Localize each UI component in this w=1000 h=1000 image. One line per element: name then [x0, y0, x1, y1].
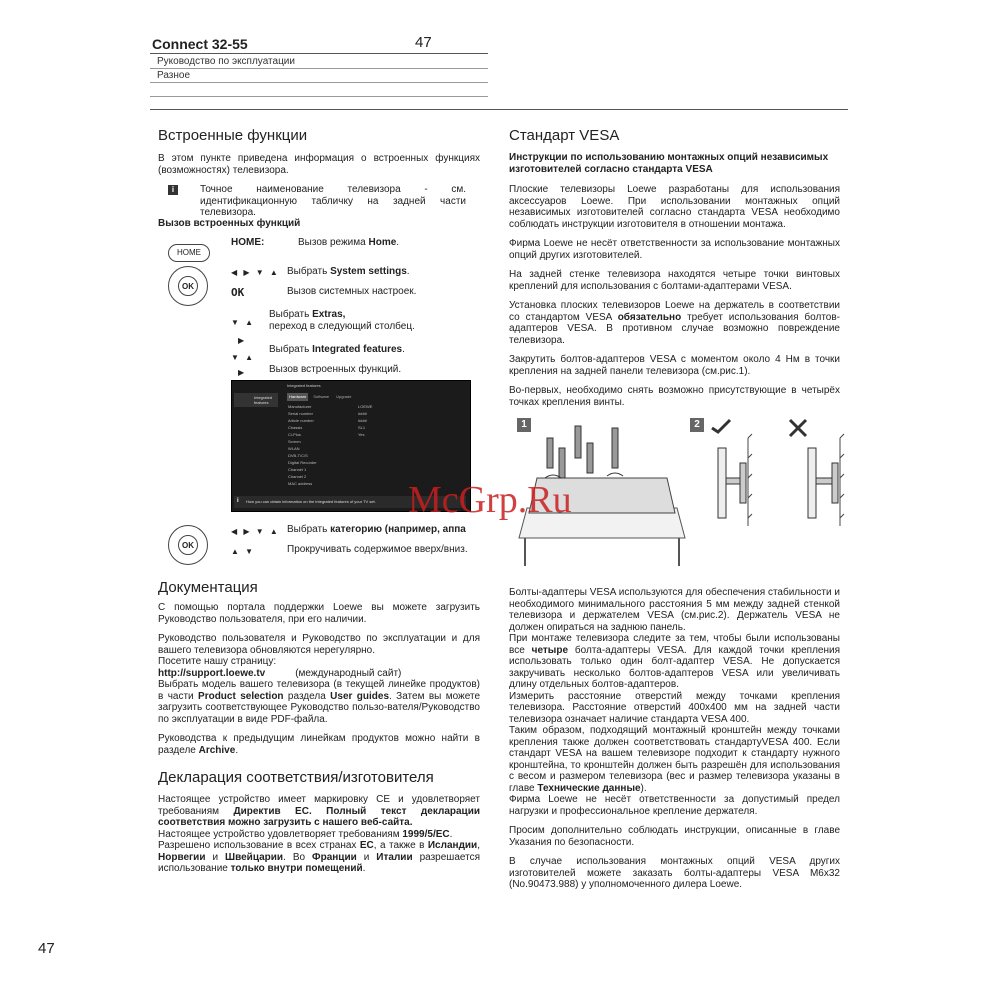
screen-row: [288, 411, 418, 418]
decl-paragraph: Настоящее устройство имеет маркировку CE и удовлетворяет требованиям Директив ЕС. Полный текст декларации соответствия можно загрузить с нашего веб-сайта.: [158, 794, 480, 828]
right-column-top: [509, 127, 840, 408]
vesa-paragraph: Установка плоских телевизоров Loewe на держатель в соответствии со стандартом VESA обязательно требует использования болтов-адаптеров VESA. В противном случае возможно повреждение телевизора.: [509, 300, 840, 346]
screen-tab: Hardware: [289, 394, 307, 399]
ok-key-label: OK: [231, 286, 245, 299]
doc-paragraph: С помощью портала поддержки Loewe вы можете загрузить Руководство пользователя, при его наличии.: [158, 602, 480, 625]
extras-step: Выбрать Extras, переход в следующий столбец.: [269, 309, 415, 332]
screen-tab: Software: [313, 394, 330, 399]
info-note: Точное наименование телевизора - см. идентификационную табличку на задней части телевизора.: [200, 184, 466, 218]
watermark: McGrp.Ru: [408, 479, 572, 521]
screen-tabs: [287, 393, 421, 401]
check-icon: [712, 420, 730, 432]
screen-row-value: LOEWE: [358, 404, 373, 409]
header-rule: [150, 96, 488, 97]
section-title-integrated: Встроенные функции: [158, 127, 308, 144]
ok-button: OK: [178, 535, 198, 555]
screen-row: [288, 425, 418, 432]
documentation-section: [158, 579, 480, 756]
vesa-paragraph: Фирма Loewe не несёт ответственности за допустимый предел нагрузки и профессиональное крепление держателя.: [509, 794, 840, 817]
vesa-paragraph: Болты-адаптеры VESA используются для обеспечения стабильности и необходимого минимального расстояния 5 мм между задней стенкой телевизора и держателем VESA (см.рис.2). Держатель VESA не должен опираться на заднюю панель.: [509, 587, 840, 633]
vesa-paragraph: Во-первых, необходимо снять возможно присутствующие в четырёх точках крепления винты.: [509, 385, 840, 408]
vesa-paragraph: Таким образом, подходящий монтажный кронштейн между точками крепления также должен соответствовать стандартуVESA 400. Если стандарт VESA на вашем телевизоре подходит к стандарту нужного кронштейна, то кронштейн должен быть разрешён для использования с весом и размером телевизора (вес и размер телевизора указаны в главе Технические данные).: [509, 725, 840, 794]
vesa-paragraph: Фирма Loewe не несёт ответственности за использование монтажных опций других изготовителей.: [509, 238, 840, 261]
section-title-vesa: Стандарт VESA: [509, 127, 620, 144]
doc-paragraph: Руководства к предыдущим линейкам продуктов можно найти в разделе Archive.: [158, 733, 480, 756]
screen-table: [288, 404, 418, 488]
screen-row-key: Chassis: [288, 425, 303, 430]
screen-tab: Upgrade: [336, 394, 352, 399]
integrated-features-step: Выбрать Integrated features.: [269, 344, 405, 355]
screen-info-icon: i: [237, 498, 239, 504]
vesa-paragraph: Плоские телевизоры Loewe разработаны для использования аксессуаров Loewe. При использовании монтажных опций независимых изготовителей согласно стандарта VESA необходимо соблюдать инструкции изготовителя в отношении монтажа.: [509, 184, 840, 230]
screen-row-key: MAC address: [288, 481, 313, 486]
screen-row: [288, 467, 418, 474]
arrow-keys-icon: ◀ ▶ ▼ ▲: [231, 527, 280, 536]
screen-row: [288, 439, 418, 446]
up-down-arrows-icon: ▲ ▼: [231, 547, 256, 556]
doc-paragraph: Посетите нашу страницу:: [158, 656, 277, 667]
section-title-declaration: Декларация соответствия/изготовителя: [158, 769, 434, 786]
declaration-section: [158, 769, 480, 875]
ok-button: OK: [178, 276, 198, 296]
screen-row-value: ####: [358, 411, 367, 416]
right-arrow-icon: ▶: [238, 336, 247, 345]
screen-title: Integrated features: [287, 383, 321, 388]
right-column-bottom: [509, 587, 840, 891]
header-section: Разное: [157, 70, 191, 81]
vesa-paragraph: В случае использования монтажных опций VESA других изготовителей можете заказать болты-адаптеры VESA M6x32 (No.90473.988) у уполномоченного дилера Loewe.: [509, 856, 840, 890]
screen-row: [288, 432, 418, 439]
screen-row-key: Article number: [288, 418, 314, 423]
header-subtitle: Руководство по эксплуатации: [157, 56, 295, 67]
screen-row: [288, 481, 418, 488]
vesa-paragraph: При монтаже телевизора следите за тем, чтобы были использованы все четыре болта-адаптеры VESA. Для каждой точки крепления использовать только один болт-адаптер VESA. Не допускается закручивать несколько болтов-адаптеров VESA или увеличивать длину отдельных болтов-адаптеров.: [509, 633, 840, 690]
screen-row-key: Manufacturer: [288, 404, 312, 409]
figure-1-number: 1: [517, 418, 531, 432]
scroll-step: Прокручивать содержимое вверх/вниз.: [287, 544, 468, 555]
screen-menu: [234, 393, 278, 407]
home-button: HOME: [168, 244, 210, 262]
vesa-subtitle: Инструкции по использованию монтажных опций независимых изготовителей согласно стандарта VESA: [509, 152, 829, 175]
vesa-paragraph: На задней стенке телевизора находятся четыре точки винтовых креплений для использования с болтами-адаптерами VESA.: [509, 269, 840, 292]
screen-row-key: Ci-Plus: [288, 432, 301, 437]
cross-icon: [790, 420, 806, 436]
system-settings-step: Выбрать System settings.: [287, 266, 410, 277]
screen-row-key: DVB-T/C/S: [288, 453, 308, 458]
call-features-step: Вызов встроенных функций.: [269, 364, 402, 375]
vesa-paragraph: Просим дополнительно соблюдать инструкции, описанные в главе Указания по безопасности.: [509, 825, 840, 848]
screen-row-value: ####: [358, 418, 367, 423]
vesa-paragraph: Измерить расстояние отверстий между точками крепления телевизора. Расстояние отверстий 400x400 мм на задней части телевизора означает наличие стандарта VESA 400.: [509, 690, 840, 725]
screen-row-key: Serial number: [288, 411, 313, 416]
right-arrow-icon: ▶: [238, 368, 247, 377]
header-main-rule: [150, 109, 848, 110]
decl-paragraph: Настоящее устройство удовлетворяет требованиям 1999/5/EC.: [158, 828, 453, 840]
screen-row: [288, 474, 418, 481]
support-url: http://support.loewe.tv: [158, 667, 266, 679]
home-step: Вызов режима Home.: [298, 237, 400, 248]
section-title-documentation: Документация: [158, 579, 258, 596]
screen-row-key: Screen: [288, 439, 301, 444]
screen-menu-item: Integrated features: [254, 395, 273, 405]
ok-step: Вызов системных настроек.: [287, 286, 417, 297]
vesa-paragraph: Закрутить болтов-адаптеров VESA с моментом около 4 Нм в точки крепления на задней панели телевизора (см.рис.1).: [509, 354, 840, 377]
doc-url-line: http://support.loewe.tv (международный сайт): [158, 667, 402, 679]
header-page-number: 47: [415, 34, 432, 51]
screen-footer-text: How you can obtain information on the integrated features of your TV set.: [246, 499, 376, 504]
screen-row-value: SL1: [358, 425, 366, 430]
screen-row: [288, 453, 418, 460]
category-step: Выбрать категорию (например, аппа: [287, 524, 466, 535]
doc-paragraph: Руководство пользователя и Руководство по эксплуатации и для вашего телевизора обновляются нерегулярно.: [158, 633, 480, 656]
wall-mount-illustration: [690, 418, 850, 528]
decl-paragraph: Разрешено использование в всех странах EC, а также в Исландии, Норвегии и Швейцарии. Во Франции и Италии разрешается использование только внутри помещений.: [158, 840, 480, 874]
screen-row-value: Yes: [358, 432, 365, 437]
screen-row: [288, 460, 418, 467]
left-column: [158, 127, 480, 176]
screen-row: [288, 418, 418, 425]
header-rule: [150, 82, 488, 83]
header-rule: [150, 53, 488, 54]
footer-page-number: 47: [38, 940, 55, 957]
screen-row-key: Channel 1: [288, 467, 307, 472]
manual-title: Connect 32-55: [152, 36, 248, 52]
doc-paragraph: Выбрать модель вашего телевизора (в текущей линейке продуктов) в части Product selection раздела User guides. Затем вы можете загрузить соответствующее Руководство пользо-вателя/Руководство по эксплуатации в виде PDF-файла.: [158, 679, 481, 725]
figure-2: [690, 418, 850, 528]
figure-2-number: 2: [690, 418, 704, 432]
home-key-label: HOME:: [231, 237, 265, 248]
info-icon: i: [168, 185, 178, 195]
header-rule: [150, 68, 488, 69]
arrow-keys-icon: ◀ ▶ ▼ ▲: [231, 268, 280, 277]
up-down-arrows-icon: ▼ ▲: [231, 318, 256, 327]
screen-row: [288, 446, 418, 453]
subsection-call-title: Вызов встроенных функций: [158, 218, 301, 229]
integrated-intro: В этом пункте приведена информация о встроенных функциях (возможностях) телевизора.: [158, 153, 480, 176]
screen-row-key: WLAN: [288, 446, 300, 451]
screen-row-key: Channel 2: [288, 474, 307, 479]
screen-row: [288, 404, 418, 411]
up-down-arrows-icon: ▼ ▲: [231, 353, 256, 362]
screen-row-key: Digital Recorder: [288, 460, 317, 465]
